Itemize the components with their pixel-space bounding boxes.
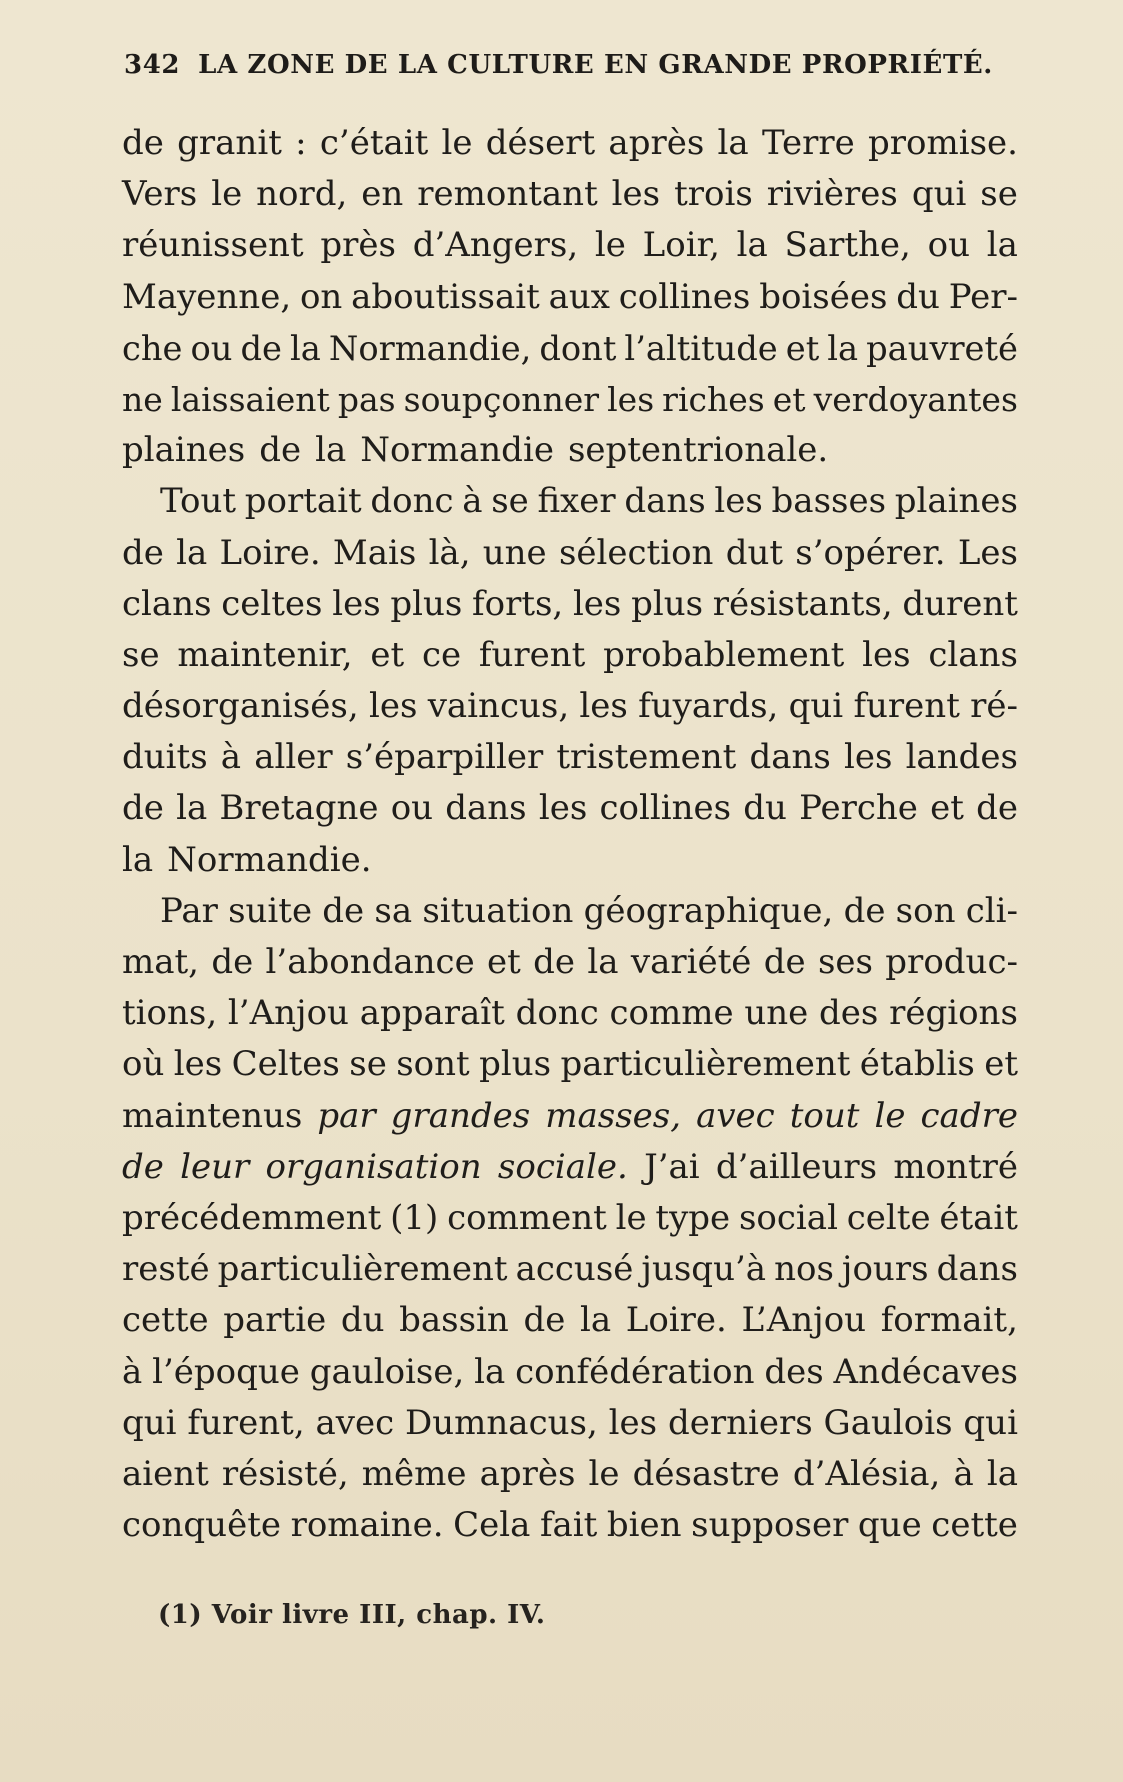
text-line: Mayenne, on aboutissait aux collines boisées du Per- (122, 276, 1018, 317)
text-line: aient résisté, même après le désastre d’Alésia, à la (122, 1453, 1018, 1494)
text-line: mat, de l’abondance et de la variété de ses produc- (122, 942, 1018, 982)
running-header (124, 50, 993, 80)
text-line: de la Loire. Mais là, une sélection dut s’opérer. Les (122, 532, 1018, 573)
running-title: LA ZONE DE LA CULTURE EN GRANDE PROPRIÉTÉ. (198, 50, 993, 80)
text-line: se maintenir, et ce furent probablement les clans (122, 634, 1018, 675)
body-text (122, 118, 1018, 1551)
text-line: clans celtes les plus forts, les plus résistants, durent (122, 583, 1018, 624)
text-line: désorganisés, les vaincus, les fuyards, qui furent ré- (122, 686, 1018, 727)
text-line: réunissent près d’Angers, le Loir, la Sarthe, ou la (122, 225, 1018, 266)
text-line: la Normandie. (122, 839, 372, 880)
text-line: Vers le nord, en remontant les trois rivières qui se (122, 174, 1018, 215)
text-line: maintenus par grandes masses, avec tout le cadre (122, 1095, 1018, 1136)
text-line: che ou de la Normandie, dont l’altitude et la pauvreté (122, 328, 1018, 368)
text-line: duits à aller s’éparpiller tristement dans les landes (122, 737, 1018, 778)
text-line: de granit : c’était le désert après la Terre promise. (122, 123, 1018, 163)
text-line: de leur organisation sociale. J’ai d’ailleurs montré (122, 1146, 1018, 1187)
text-line: qui furent, avec Dumnacus, les derniers Gaulois qui (122, 1402, 1018, 1443)
text-line: où les Celtes se sont plus particulièrement établis et (122, 1044, 1018, 1085)
text-line: à l’époque gauloise, la confédération des Andécaves (122, 1351, 1018, 1392)
text-line: précédemment (1) comment le type social celte était (122, 1197, 1018, 1238)
text-line: plaines de la Normandie septentrionale. (122, 430, 829, 471)
text-line: ne laissaient pas soupçonner les riches et verdoyantes (122, 379, 1018, 419)
text-line: de la Bretagne ou dans les collines du Perche et de (122, 788, 1018, 829)
page-number: 342 (124, 50, 181, 80)
footnote: (1) Voir livre III, chap. IV. (158, 1600, 546, 1630)
text-line: resté particulièrement accusé jusqu’à nos jours dans (122, 1249, 1018, 1290)
text-line: cette partie du bassin de la Loire. L’Anjou formait, (122, 1300, 1018, 1341)
text-line: Par suite de sa situation géographique, de son cli- (160, 890, 1018, 931)
text-line: conquête romaine. Cela fait bien supposer que cette (122, 1505, 1018, 1546)
text-line: Tout portait donc à se fixer dans les basses plaines (160, 481, 1018, 522)
text-line: tions, l’Anjou apparaît donc comme une des régions (122, 993, 1018, 1034)
